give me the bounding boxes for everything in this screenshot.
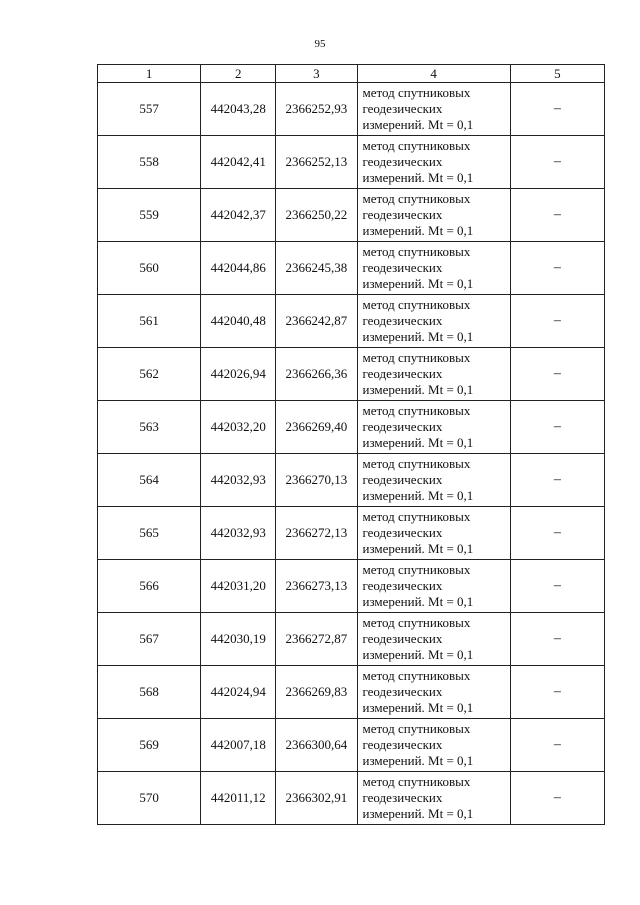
table-row	[98, 507, 605, 560]
x-coordinate-cell: 442011,12	[201, 772, 276, 825]
table-row	[98, 401, 605, 454]
y-coordinate-cell: 2366252,13	[276, 136, 357, 189]
method-line: измерений. Mt = 0,1	[362, 488, 474, 503]
method-line: метод спутниковых	[362, 85, 471, 100]
y-coordinate-cell: 2366266,36	[276, 348, 357, 401]
method-cell	[357, 136, 510, 189]
method-line: геодезических	[362, 578, 443, 593]
method-line: геодезических	[362, 207, 443, 222]
point-number-cell: 570	[98, 772, 201, 825]
point-number-cell: 563	[98, 401, 201, 454]
x-coordinate-cell: 442040,48	[201, 295, 276, 348]
table-row	[98, 666, 605, 719]
column-header-4: 4	[357, 65, 510, 83]
page-number: 95	[314, 38, 326, 50]
method-line: измерений. Mt = 0,1	[362, 806, 474, 821]
method-line: геодезических	[362, 154, 443, 169]
y-coordinate-cell: 2366302,91	[276, 772, 357, 825]
method-line: геодезических	[362, 472, 443, 487]
method-line: геодезических	[362, 101, 443, 116]
note-cell: –	[510, 189, 604, 242]
method-cell	[357, 242, 510, 295]
method-line: метод спутниковых	[362, 509, 471, 524]
table-row	[98, 454, 605, 507]
note-cell: –	[510, 560, 604, 613]
x-coordinate-cell: 442030,19	[201, 613, 276, 666]
y-coordinate-cell: 2366242,87	[276, 295, 357, 348]
method-line: метод спутниковых	[362, 138, 471, 153]
note-cell: –	[510, 454, 604, 507]
method-cell	[357, 507, 510, 560]
method-cell	[357, 348, 510, 401]
x-coordinate-cell: 442043,28	[201, 83, 276, 136]
method-line: геодезических	[362, 366, 443, 381]
point-number-cell: 565	[98, 507, 201, 560]
note-cell: –	[510, 613, 604, 666]
point-number-cell: 564	[98, 454, 201, 507]
point-number-cell: 569	[98, 719, 201, 772]
table-row	[98, 136, 605, 189]
table-row	[98, 242, 605, 295]
table-row	[98, 613, 605, 666]
y-coordinate-cell: 2366250,22	[276, 189, 357, 242]
method-line: метод спутниковых	[362, 562, 471, 577]
method-line: метод спутниковых	[362, 774, 471, 789]
point-number-cell: 559	[98, 189, 201, 242]
method-line: геодезических	[362, 525, 443, 540]
method-line: метод спутниковых	[362, 615, 471, 630]
method-line: измерений. Mt = 0,1	[362, 435, 474, 450]
column-header-5: 5	[510, 65, 604, 83]
y-coordinate-cell: 2366272,13	[276, 507, 357, 560]
point-number-cell: 567	[98, 613, 201, 666]
method-line: метод спутниковых	[362, 403, 471, 418]
x-coordinate-cell: 442032,93	[201, 454, 276, 507]
method-line: метод спутниковых	[362, 191, 471, 206]
y-coordinate-cell: 2366270,13	[276, 454, 357, 507]
y-coordinate-cell: 2366300,64	[276, 719, 357, 772]
table-row	[98, 560, 605, 613]
y-coordinate-cell: 2366273,13	[276, 560, 357, 613]
note-cell: –	[510, 666, 604, 719]
method-cell	[357, 772, 510, 825]
point-number-cell: 568	[98, 666, 201, 719]
note-cell: –	[510, 242, 604, 295]
method-line: измерений. Mt = 0,1	[362, 541, 474, 556]
note-cell: –	[510, 348, 604, 401]
x-coordinate-cell: 442024,94	[201, 666, 276, 719]
y-coordinate-cell: 2366245,38	[276, 242, 357, 295]
table-row	[98, 348, 605, 401]
method-cell	[357, 666, 510, 719]
note-cell: –	[510, 772, 604, 825]
x-coordinate-cell: 442044,86	[201, 242, 276, 295]
method-line: метод спутниковых	[362, 456, 471, 471]
y-coordinate-cell: 2366252,93	[276, 83, 357, 136]
point-number-cell: 561	[98, 295, 201, 348]
method-line: метод спутниковых	[362, 244, 471, 259]
note-cell: –	[510, 401, 604, 454]
method-line: метод спутниковых	[362, 350, 471, 365]
column-header-3: 3	[276, 65, 357, 83]
point-number-cell: 562	[98, 348, 201, 401]
y-coordinate-cell: 2366269,83	[276, 666, 357, 719]
table-row	[98, 295, 605, 348]
method-line: геодезических	[362, 790, 443, 805]
point-number-cell: 557	[98, 83, 201, 136]
x-coordinate-cell: 442007,18	[201, 719, 276, 772]
method-cell	[357, 454, 510, 507]
x-coordinate-cell: 442032,93	[201, 507, 276, 560]
coordinates-table	[97, 64, 605, 825]
table-row	[98, 772, 605, 825]
column-header-2: 2	[201, 65, 276, 83]
method-line: измерений. Mt = 0,1	[362, 329, 474, 344]
method-line: метод спутниковых	[362, 297, 471, 312]
method-line: измерений. Mt = 0,1	[362, 700, 474, 715]
table-row	[98, 83, 605, 136]
note-cell: –	[510, 507, 604, 560]
method-cell	[357, 613, 510, 666]
method-line: измерений. Mt = 0,1	[362, 170, 474, 185]
note-cell: –	[510, 83, 604, 136]
note-cell: –	[510, 295, 604, 348]
note-cell: –	[510, 719, 604, 772]
method-cell	[357, 189, 510, 242]
table-body	[98, 83, 605, 825]
method-cell	[357, 719, 510, 772]
method-line: геодезических	[362, 737, 443, 752]
method-line: метод спутниковых	[362, 668, 471, 683]
method-cell	[357, 401, 510, 454]
method-line: измерений. Mt = 0,1	[362, 594, 474, 609]
x-coordinate-cell: 442026,94	[201, 348, 276, 401]
method-line: геодезических	[362, 260, 443, 275]
x-coordinate-cell: 442031,20	[201, 560, 276, 613]
method-cell	[357, 560, 510, 613]
method-cell	[357, 83, 510, 136]
method-line: измерений. Mt = 0,1	[362, 753, 474, 768]
method-line: геодезических	[362, 313, 443, 328]
point-number-cell: 560	[98, 242, 201, 295]
point-number-cell: 566	[98, 560, 201, 613]
method-line: измерений. Mt = 0,1	[362, 223, 474, 238]
method-line: метод спутниковых	[362, 721, 471, 736]
x-coordinate-cell: 442042,41	[201, 136, 276, 189]
method-line: измерений. Mt = 0,1	[362, 382, 474, 397]
note-cell: –	[510, 136, 604, 189]
header-row	[98, 65, 605, 83]
x-coordinate-cell: 442032,20	[201, 401, 276, 454]
method-line: измерений. Mt = 0,1	[362, 276, 474, 291]
x-coordinate-cell: 442042,37	[201, 189, 276, 242]
method-line: измерений. Mt = 0,1	[362, 647, 474, 662]
method-line: геодезических	[362, 684, 443, 699]
table-row	[98, 189, 605, 242]
y-coordinate-cell: 2366269,40	[276, 401, 357, 454]
point-number-cell: 558	[98, 136, 201, 189]
y-coordinate-cell: 2366272,87	[276, 613, 357, 666]
method-line: геодезических	[362, 419, 443, 434]
method-line: измерений. Mt = 0,1	[362, 117, 474, 132]
table-row	[98, 719, 605, 772]
method-cell	[357, 295, 510, 348]
method-line: геодезических	[362, 631, 443, 646]
column-header-1: 1	[98, 65, 201, 83]
